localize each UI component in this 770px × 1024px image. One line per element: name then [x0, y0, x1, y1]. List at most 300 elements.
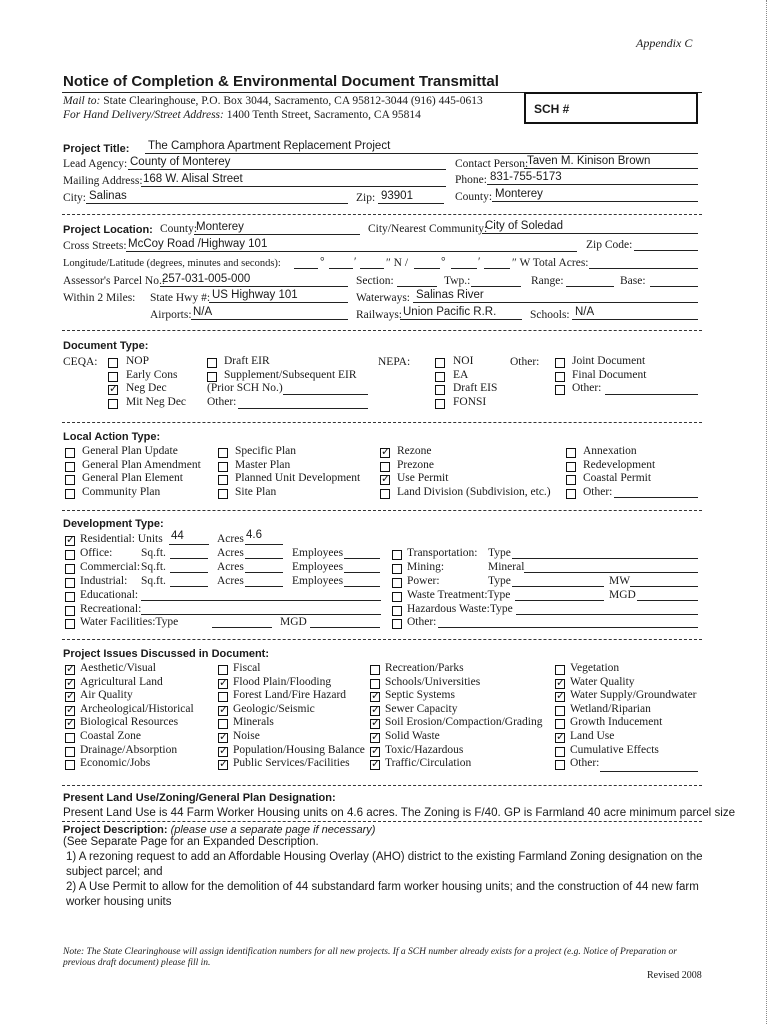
county-label: County: — [455, 191, 493, 203]
biological-resources-label: Biological Resources — [80, 716, 179, 729]
long-deg-field[interactable] — [414, 268, 440, 269]
ceqa-label: CEQA: — [63, 356, 98, 368]
prior-sch-field[interactable] — [283, 394, 368, 395]
noi-label: NOI — [453, 355, 474, 367]
section-field[interactable] — [397, 286, 437, 287]
agricultural-land-checkbox[interactable] — [65, 679, 75, 689]
sch-number-box[interactable] — [524, 92, 698, 124]
planned-unit-development-checkbox[interactable] — [218, 475, 228, 485]
zip-code-label: Zip Code: — [586, 239, 633, 251]
land-use-text[interactable]: Present Land Use is 44 Farm Worker Housing units on 4.6 acres. The Zoning is F/40. GP is Farmland 40 acre minimum parcel size — [63, 806, 736, 819]
long-min-symbol: ′ — [478, 256, 481, 268]
description-line: 2) A Use Permit to allow for the demolition of 44 substandard farm worker housing units; and the construction of 44 new farm — [66, 881, 699, 893]
mineral-field[interactable] — [524, 572, 698, 573]
total-acres-label: ″ W Total Acres: — [512, 257, 589, 269]
total-acres-field[interactable] — [589, 268, 698, 269]
industrial-acres-field[interactable] — [245, 586, 283, 587]
wetland-riparian-label: Wetland/Riparian — [570, 702, 651, 715]
recreational-label: Recreational: — [80, 603, 142, 615]
state-hwy-line — [209, 302, 348, 303]
county-value[interactable]: Monterey — [495, 188, 543, 200]
residential-units-line — [169, 544, 209, 545]
waste-treatment-label: Waste Treatment:Type — [407, 589, 511, 601]
vegetation-checkbox[interactable] — [555, 665, 565, 675]
final-document-checkbox[interactable] — [555, 372, 565, 382]
residential-acres-label: Acres — [217, 533, 244, 545]
industrial-employees-label: Employees — [292, 575, 344, 587]
soil-erosion-compaction-grading-checkbox[interactable] — [370, 719, 380, 729]
master-plan-label: Master Plan — [235, 459, 291, 471]
water-quality-checkbox[interactable] — [555, 679, 565, 689]
ceqa-other-field[interactable] — [238, 408, 368, 409]
doc-other-type-label: Other: — [572, 382, 602, 394]
cumulative-effects-label: Cumulative Effects — [570, 743, 659, 756]
redevelopment-checkbox[interactable] — [566, 462, 576, 472]
land-division-checkbox[interactable] — [380, 489, 390, 499]
water-facilities-mgd-field[interactable] — [310, 627, 380, 628]
phone-value[interactable]: 831-755-5173 — [490, 171, 562, 183]
railways-value[interactable]: Union Pacific R.R. — [403, 306, 497, 318]
biological-resources-checkbox[interactable] — [65, 719, 75, 729]
industrial-sqft-label: Sq.ft. — [141, 575, 166, 587]
lead-agency-label: Lead Agency: — [63, 158, 128, 170]
noise-label: Noise — [233, 730, 260, 742]
commercial-label: Commercial: — [80, 561, 141, 573]
mailing-address-label: Mailing Address: — [63, 175, 143, 187]
prior-sch-label: (Prior SCH No.) — [207, 382, 283, 394]
general-plan-amendment-checkbox[interactable] — [65, 462, 75, 472]
educational-checkbox[interactable] — [65, 592, 75, 602]
section-divider — [62, 330, 702, 331]
description-line: 1) A rezoning request to add an Affordable Housing Overlay (AHO) district to the existing Farmland Zoning designation on the — [66, 851, 703, 863]
cross-streets-label: Cross Streets: — [63, 240, 127, 252]
railways-label: Railways: — [356, 309, 402, 321]
hazardous-waste-checkbox[interactable] — [392, 606, 402, 616]
location-county-value[interactable]: Monterey — [196, 221, 244, 233]
fiscal-checkbox[interactable] — [218, 665, 228, 675]
project-title-label: Project Title: — [63, 143, 130, 155]
residential-units-value[interactable]: 44 — [171, 530, 184, 542]
drainage-absorption-checkbox[interactable] — [65, 747, 75, 757]
power-label: Power: — [407, 575, 440, 587]
ceqa-other-label: Other: — [207, 396, 237, 408]
fonsi-checkbox[interactable] — [435, 399, 445, 409]
coastal-zone-label: Coastal Zone — [80, 730, 141, 742]
septic-systems-label: Septic Systems — [385, 689, 455, 702]
airports-line — [191, 319, 348, 320]
section-divider — [62, 639, 702, 640]
flood-plain-flooding-checkbox[interactable] — [218, 679, 228, 689]
soil-erosion-compaction-grading-label: Soil Erosion/Compaction/Grading — [385, 716, 543, 729]
supplement-eir-checkbox[interactable] — [207, 372, 217, 382]
draft-eis-checkbox[interactable] — [435, 385, 445, 395]
location-county-label: County: — [160, 223, 198, 235]
sewer-capacity-label: Sewer Capacity — [385, 702, 458, 715]
recreation-parks-checkbox[interactable] — [370, 665, 380, 675]
growth-inducement-label: Growth Inducement — [570, 716, 663, 729]
population-housing-balance-checkbox[interactable] — [218, 747, 228, 757]
agricultural-land-label: Agricultural Land — [80, 675, 163, 688]
minerals-checkbox[interactable] — [218, 719, 228, 729]
schools-label: Schools: — [530, 309, 570, 321]
local-other-field[interactable] — [614, 497, 698, 498]
base-label: Base: — [620, 275, 646, 287]
residential-acres-value[interactable]: 4.6 — [246, 529, 262, 541]
contact-person-value[interactable]: Taven M. Kinison Brown — [527, 155, 651, 167]
section-divider — [62, 510, 702, 511]
noise-checkbox[interactable] — [218, 733, 228, 743]
water-supply-groundwater-label: Water Supply/Groundwater — [570, 689, 697, 702]
within-2-miles-label: Within 2 Miles: — [63, 292, 136, 304]
apn-value[interactable]: 257-031-005-000 — [162, 273, 251, 285]
power-type-field[interactable] — [512, 586, 604, 587]
document-type-label: Document Type: — [63, 340, 149, 352]
ea-checkbox[interactable] — [435, 372, 445, 382]
revised-label: Revised 2008 — [647, 970, 702, 981]
air-quality-label: Air Quality — [80, 689, 133, 702]
geologic-seismic-label: Geologic/Seismic — [233, 702, 315, 715]
ea-label: EA — [453, 369, 469, 381]
general-plan-element-checkbox[interactable] — [65, 475, 75, 485]
fonsi-label: FONSI — [453, 396, 487, 408]
other-checkbox[interactable] — [555, 760, 565, 770]
schools-universities-label: Schools/Universities — [385, 675, 481, 688]
flood-plain-flooding-label: Flood Plain/Flooding — [233, 675, 332, 688]
footnote-line: Note: The State Clearinghouse will assign identification numbers for all new projects. If a SCH number already exists for a project (e.g. Notice of Preparation or — [63, 947, 677, 957]
draft-eis-label: Draft EIS — [453, 382, 498, 394]
population-housing-balance-label: Population/Housing Balance — [233, 743, 365, 756]
section-label: Section: — [356, 275, 394, 287]
site-plan-checkbox[interactable] — [218, 489, 228, 499]
appendix-label: Appendix C — [636, 36, 693, 50]
educational-field[interactable] — [141, 600, 381, 601]
lat-deg-symbol: ° — [320, 256, 325, 268]
aesthetic-visual-checkbox[interactable] — [65, 665, 75, 675]
hand-delivery-text: 1400 Tenth Street, Sacramento, CA 95814 — [226, 109, 421, 121]
recreational-field[interactable] — [141, 614, 381, 615]
redevelopment-label: Redevelopment — [583, 459, 656, 471]
scan-edge — [766, 0, 767, 1024]
range-label: Range: — [531, 275, 564, 287]
waterways-line — [413, 302, 698, 303]
contact-person-line — [524, 168, 698, 169]
specific-plan-checkbox[interactable] — [218, 448, 228, 458]
section-divider — [62, 785, 702, 786]
water-supply-groundwater-checkbox[interactable] — [555, 692, 565, 702]
phone-label: Phone: — [455, 174, 487, 186]
community-plan-checkbox[interactable] — [65, 489, 75, 499]
zip-value[interactable]: 93901 — [381, 190, 413, 202]
issues-other-field[interactable] — [600, 771, 698, 772]
lat-sec-field[interactable] — [360, 268, 384, 269]
hazardous-waste-label: Hazardous Waste:Type — [407, 603, 513, 615]
archeological-historical-checkbox[interactable] — [65, 706, 75, 716]
economic-jobs-checkbox[interactable] — [65, 760, 75, 770]
land-use-label: Present Land Use/Zoning/General Plan Designation: — [63, 792, 336, 804]
state-hwy-value[interactable]: US Highway 101 — [212, 289, 298, 301]
power-type-label: Type — [488, 575, 511, 587]
twp-field[interactable] — [471, 286, 521, 287]
industrial-sqft-field[interactable] — [170, 586, 208, 587]
coastal-permit-label: Coastal Permit — [583, 472, 652, 484]
commercial-acres-label: Acres — [217, 561, 244, 573]
local-other-checkbox[interactable] — [566, 489, 576, 499]
use-permit-label: Use Permit — [397, 472, 449, 484]
section-divider — [62, 821, 702, 822]
power-mw-field[interactable] — [630, 586, 698, 587]
water-quality-label: Water Quality — [570, 675, 635, 688]
base-field[interactable] — [650, 286, 698, 287]
power-mw-label: MW — [609, 575, 631, 587]
lead-agency-line — [128, 169, 446, 170]
hand-delivery-line — [63, 109, 421, 121]
cumulative-effects-checkbox[interactable] — [555, 747, 565, 757]
wetland-riparian-checkbox[interactable] — [555, 706, 565, 716]
economic-jobs-label: Economic/Jobs — [80, 757, 151, 770]
solid-waste-checkbox[interactable] — [370, 733, 380, 743]
lat-deg-field[interactable] — [294, 268, 318, 269]
site-plan-label: Site Plan — [235, 486, 277, 498]
lat-min-symbol: ′ — [354, 256, 357, 268]
commercial-employees-label: Employees — [292, 561, 344, 573]
city-value[interactable]: Salinas — [89, 190, 127, 202]
local-other-label: Other: — [583, 486, 613, 498]
nop-label: NOP — [126, 355, 150, 367]
office-acres-label: Acres — [217, 547, 244, 559]
toxic-hazardous-label: Toxic/Hazardous — [385, 743, 464, 756]
mail-to-line — [63, 95, 483, 107]
schools-value[interactable]: N/A — [575, 306, 595, 318]
hazardous-waste-type-field[interactable] — [516, 614, 698, 615]
city-line — [86, 203, 348, 204]
general-plan-update-checkbox[interactable] — [65, 448, 75, 458]
doc-other-checkbox[interactable] — [555, 385, 565, 395]
residential-acres-line — [245, 544, 283, 545]
sch-label: SCH # — [534, 102, 570, 116]
neg-dec-label: Neg Dec — [126, 382, 167, 394]
annexation-checkbox[interactable] — [566, 448, 576, 458]
water-facilities-label: Water Facilities:Type — [80, 616, 179, 628]
recreational-checkbox[interactable] — [65, 606, 75, 616]
solid-waste-label: Solid Waste — [385, 730, 440, 742]
early-cons-label: Early Cons — [126, 369, 178, 381]
sewer-capacity-checkbox[interactable] — [370, 706, 380, 716]
septic-systems-checkbox[interactable] — [370, 692, 380, 702]
range-field[interactable] — [566, 286, 614, 287]
commercial-acres-field[interactable] — [245, 572, 283, 573]
project-title-value[interactable]: The Camphora Apartment Replacement Project — [148, 140, 391, 152]
coastal-permit-checkbox[interactable] — [566, 475, 576, 485]
form-title: Notice of Completion & Environmental Document Transmittal — [63, 73, 499, 90]
project-description-label: Project Description: — [63, 824, 168, 836]
educational-label: Educational: — [80, 589, 139, 601]
zip-code-field[interactable] — [634, 250, 698, 251]
cross-streets-line — [126, 251, 577, 252]
power-checkbox[interactable] — [392, 578, 402, 588]
transportation-type-label: Type — [488, 547, 511, 559]
general-plan-update-label: General Plan Update — [82, 445, 178, 457]
traffic-circulation-checkbox[interactable] — [370, 760, 380, 770]
commercial-sqft-label: Sq.ft. — [141, 561, 166, 573]
prezone-checkbox[interactable] — [380, 462, 390, 472]
growth-inducement-checkbox[interactable] — [555, 719, 565, 729]
forest-land-fire-hazard-label: Forest Land/Fire Hazard — [233, 689, 347, 702]
mit-neg-dec-checkbox[interactable] — [108, 399, 118, 409]
noi-checkbox[interactable] — [435, 358, 445, 368]
aesthetic-visual-label: Aesthetic/Visual — [80, 662, 156, 674]
transportation-label: Transportation: — [407, 547, 478, 559]
office-employees-label: Employees — [292, 547, 344, 559]
land-use-checkbox[interactable] — [555, 733, 565, 743]
use-permit-checkbox[interactable] — [380, 475, 390, 485]
project-description-heading — [63, 824, 375, 836]
state-hwy-label: State Hwy #: — [150, 292, 211, 304]
commercial-checkbox[interactable] — [65, 564, 75, 574]
development-other-label: Other: — [407, 616, 437, 628]
footnote-line: previous draft document) please fill in. — [63, 958, 211, 968]
schools-universities-checkbox[interactable] — [370, 679, 380, 689]
office-checkbox[interactable] — [65, 550, 75, 560]
section-divider — [62, 422, 702, 423]
project-description-hint: (please use a separate page if necessary) — [170, 824, 376, 836]
office-sqft-label: Sq.ft. — [141, 547, 166, 559]
cross-streets-value[interactable]: McCoy Road /Highway 101 — [128, 238, 268, 250]
forest-land-fire-hazard-checkbox[interactable] — [218, 692, 228, 702]
commercial-employees-field[interactable] — [344, 572, 380, 573]
city-label: City: — [63, 192, 87, 204]
transportation-type-field[interactable] — [512, 558, 698, 559]
railways-line — [400, 319, 522, 320]
lat-n-label: ″ N / — [386, 257, 409, 269]
air-quality-checkbox[interactable] — [65, 692, 75, 702]
doc-other-field[interactable] — [605, 394, 698, 395]
other-label: Other: — [570, 757, 600, 770]
description-line: (See Separate Page for an Expanded Description. — [63, 836, 319, 848]
community-value[interactable]: City of Soledad — [485, 220, 563, 232]
water-facilities-type-field[interactable] — [212, 627, 272, 628]
county-line — [492, 201, 698, 202]
industrial-employees-field[interactable] — [344, 586, 380, 587]
lead-agency-value[interactable]: County of Monterey — [130, 156, 231, 168]
water-facilities-checkbox[interactable] — [65, 619, 75, 629]
toxic-hazardous-checkbox[interactable] — [370, 747, 380, 757]
long-sec-field[interactable] — [484, 268, 510, 269]
general-plan-amendment-label: General Plan Amendment — [82, 459, 201, 471]
public-services-facilities-checkbox[interactable] — [218, 760, 228, 770]
residential-checkbox[interactable] — [65, 536, 75, 546]
apn-label: Assessor's Parcel No.: — [63, 275, 166, 287]
description-line: subject parcel; and — [66, 866, 163, 878]
early-cons-checkbox[interactable] — [108, 372, 118, 382]
draft-eir-label: Draft EIR — [224, 355, 270, 367]
joint-document-checkbox[interactable] — [555, 358, 565, 368]
land-division-label: Land Division (Subdivision, etc.) — [397, 486, 551, 498]
industrial-checkbox[interactable] — [65, 578, 75, 588]
mining-checkbox[interactable] — [392, 564, 402, 574]
community-line — [482, 233, 698, 234]
apn-line — [160, 286, 348, 287]
master-plan-checkbox[interactable] — [218, 462, 228, 472]
airports-label: Airports: — [150, 309, 192, 321]
waterways-label: Waterways: — [356, 292, 410, 304]
hand-delivery-label: For Hand Delivery/Street Address: — [63, 109, 224, 121]
community-label: City/Nearest Community: — [368, 223, 488, 235]
nop-checkbox[interactable] — [108, 358, 118, 368]
doc-other-label: Other: — [510, 356, 540, 368]
project-location-label: Project Location: — [63, 224, 153, 236]
phone-line — [487, 184, 698, 185]
schools-line — [572, 319, 698, 320]
office-employees-field[interactable] — [344, 558, 380, 559]
draft-eir-checkbox[interactable] — [207, 358, 217, 368]
community-plan-label: Community Plan — [82, 486, 161, 498]
land-use-label: Land Use — [570, 730, 615, 742]
mineral-label: Mineral — [488, 561, 525, 573]
vegetation-label: Vegetation — [570, 662, 620, 674]
lat-min-field[interactable] — [329, 268, 353, 269]
airports-value[interactable]: N/A — [193, 306, 213, 318]
description-line: worker housing units — [66, 896, 172, 908]
geologic-seismic-checkbox[interactable] — [218, 706, 228, 716]
traffic-circulation-label: Traffic/Circulation — [385, 757, 472, 770]
coastal-zone-checkbox[interactable] — [65, 733, 75, 743]
fiscal-label: Fiscal — [233, 662, 261, 674]
long-min-field[interactable] — [451, 268, 477, 269]
rezone-checkbox[interactable] — [380, 448, 390, 458]
water-facilities-mgd-label: MGD — [280, 616, 307, 628]
transportation-checkbox[interactable] — [392, 550, 402, 560]
long-deg-symbol: ° — [441, 256, 446, 268]
specific-plan-label: Specific Plan — [235, 445, 296, 457]
contact-person-label: Contact Person: — [455, 158, 529, 170]
development-other-checkbox[interactable] — [392, 619, 402, 629]
planned-unit-development-label: Planned Unit Development — [235, 472, 361, 484]
mail-to-label: Mail to: — [63, 95, 101, 107]
waterways-value[interactable]: Salinas River — [416, 289, 484, 301]
mit-neg-dec-label: Mit Neg Dec — [126, 396, 187, 408]
local-action-label: Local Action Type: — [63, 431, 161, 443]
latlong-label: Longitude/Latitude (degrees, minutes and seconds): — [63, 258, 281, 269]
prezone-label: Prezone — [397, 459, 435, 471]
waste-treatment-mgd-field[interactable] — [637, 600, 698, 601]
twp-label: Twp.: — [444, 275, 471, 287]
neg-dec-checkbox[interactable] — [108, 385, 118, 395]
mining-label: Mining: — [407, 561, 445, 573]
drainage-absorption-label: Drainage/Absorption — [80, 743, 178, 756]
office-sqft-field[interactable] — [170, 558, 208, 559]
waste-treatment-type-field[interactable] — [515, 600, 604, 601]
development-type-label: Development Type: — [63, 518, 164, 530]
industrial-label: Industrial: — [80, 575, 128, 587]
project-issues-label: Project Issues Discussed in Document: — [63, 648, 270, 660]
location-county-line — [194, 234, 360, 235]
project-title-line — [145, 153, 698, 154]
mailing-address-value[interactable]: 168 W. Alisal Street — [143, 173, 243, 185]
section-divider — [62, 214, 702, 215]
supplement-eir-label: Supplement/Subsequent EIR — [224, 369, 357, 381]
annexation-label: Annexation — [583, 445, 637, 457]
industrial-acres-label: Acres — [217, 575, 244, 587]
waste-treatment-checkbox[interactable] — [392, 592, 402, 602]
commercial-sqft-field[interactable] — [170, 572, 208, 573]
public-services-facilities-label: Public Services/Facilities — [233, 757, 350, 770]
office-acres-field[interactable] — [245, 558, 283, 559]
mail-to-text: State Clearinghouse, P.O. Box 3044, Sacramento, CA 95812-3044 (916) 445-0613 — [103, 95, 483, 107]
waste-treatment-mgd-label: MGD — [609, 589, 636, 601]
mailing-address-line — [141, 186, 446, 187]
final-document-label: Final Document — [572, 369, 647, 381]
development-other-field[interactable] — [438, 627, 698, 628]
